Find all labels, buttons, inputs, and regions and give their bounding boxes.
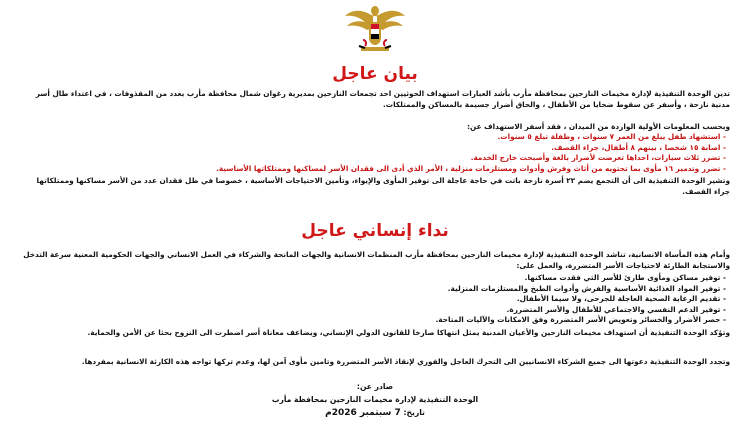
appeal-title: نداء إنساني عاجل [301,221,449,241]
yemen-eagle-emblem-icon [343,2,407,58]
statement-lead-text: وبحسب المعلومات الأولية الواردة من الميدان ، فقد أسفر الاستهداف عن: [467,122,730,131]
needs-list [20,273,730,326]
statement-intro-paragraph: تدين الوحدة التنفيذية لإدارة مخيمات النازحين بمحافظة مأرب بأشد العبارات استهداف الحوثيين احد تجمعات النازحين بمديرية رغوان شمال محافظة مأرب بعدد من المقذوفات ، في اعتداء طال أسر مدنية نازحة ، وأسفر عن سقوط ضحايا من الأطفال ، والحاق أضرار جسيمة بالمساكن والممتلكات. [35,89,730,109]
list-item: - توفير المواد الغذائية الأساسية والفرش وأدوات الطبخ والمستلزمات المنزلية. [447,283,726,293]
statement-closing-paragraph: وتشير الوحدة التنفيذية الى أن التجمع يضم ٢٢ أسرة نازحة باتت في حاجة عاجلة الى توفير المأوى والإيواء، وتأمين الاحتياجات الأساسية ، خصوصا في ظل فقدان عدد من الأسر مساكنها وممتلكاتها جراء القصف. [36,176,730,196]
appeal-condemn-paragraph: وتؤكد الوحدة التنفيذية أن استهداف مخيمات النازحين والأعيان المدنية يمثل انتهاكا صارخا للقانون الدولي الإنساني، ويضاعف معاناة أسر اضطرت الى النزوح بحثا عن الأمن والحماية. [87,328,730,337]
date-label: تاريخ: [403,408,425,417]
appeal-final-paragraph: وتجدد الوحدة التنفيذية دعوتها الى جميع الشركاء الانسانيين الى التحرك العاجل والفوري لإنقاذ الأسر المتضررة وتامين مأوى آمن لها، وعدم تركها تواجه هذه الكارثة الانسانية بمفردها. [81,357,730,366]
list-item: - تقديم الرعاية الصحية العاجلة للجرحى، ولا سيما الأطفال. [516,294,726,303]
statement-title: بيان عاجل [332,64,418,84]
date-value: 7 سبتمبر 2026م [325,408,401,418]
list-item: - حصر الأضرار والخسائر وتعويض الأسر المتضررة وفق الامكانات والآليات المتاحة. [435,315,726,324]
list-item: - استشهاد طفل يبلغ من العمر ٧ سنوات ، وطفلة تبلغ ٥ سنوات. [497,132,726,141]
issued-from-label: صادر عن: [356,382,394,391]
issue-date [20,407,730,419]
appeal-intro-paragraph: وأمام هذه المأساة الانسانية، تناشد الوحدة التنفيذية لإدارة مخيمات النازحين بمحافظة مأرب المنظمات الانسانية والجهات المانحة والشركاء في العمل الانساني والجهات الحكومية المعنية سرعة التدخل والاستجابة الطارئة لاحتياجات الأسر المتضررة، والعمل على: [23,250,730,270]
list-item: - اصابة ١٥ شخصا ، بينهم ٨ أطفال، جراء القصف. [551,142,726,152]
statement-document [20,0,730,430]
list-item: - توفير الدعم النفسي والاجتماعي للأطفال والأسر المتضررة. [506,304,726,314]
list-item: - توفير مساكن ومأوى طارئ للأسر التي فقدت مساكنها. [524,273,726,282]
list-item: - تضرر وتدمير ١٦ مأوى بما تحتويه من أثاث وفرش وأدوات ومستلزمات منزلية ، الأمر الذي أدى الى فقدان الأسر لمساكنها وممتلكاتها الأساسية. [216,163,726,173]
issuer-name: الوحدة التنفيذية لإدارة مخيمات النازحين بمحافظة مأرب [271,395,479,404]
casualties-list [20,132,730,174]
list-item: - تضرر ثلاث سيارات، احداها تعرضت لأضرار بالغة وأصبحت خارج الخدمة. [470,153,726,162]
